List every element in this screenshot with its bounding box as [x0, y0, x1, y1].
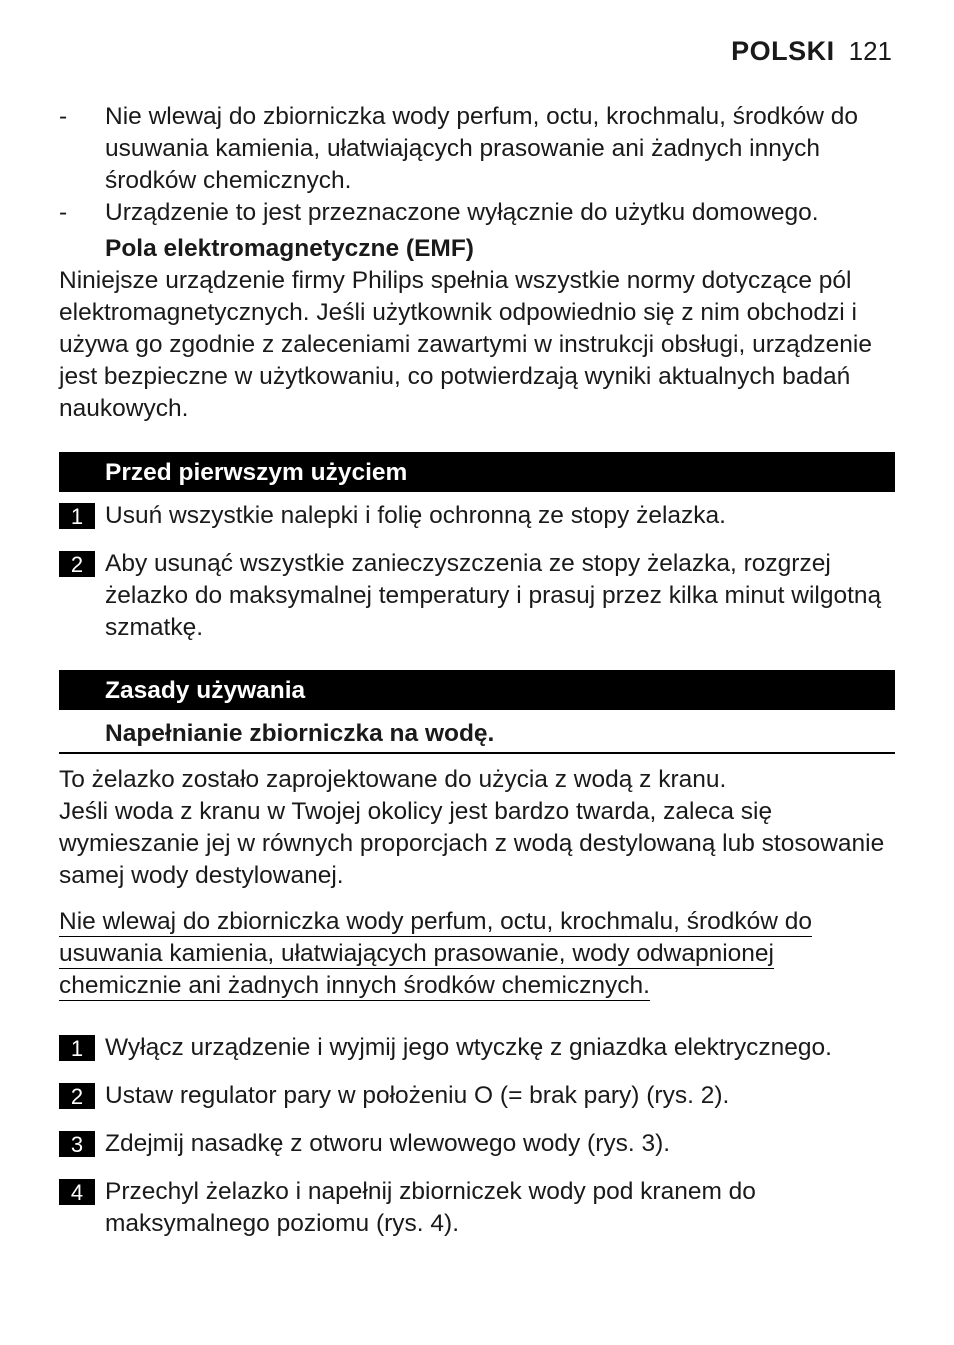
list-item: - Urządzenie to jest przeznaczone wyłącznie do użytku domowego.	[59, 199, 819, 226]
warning-list	[59, 101, 895, 229]
step-text: Ustaw regulator pary w położeniu O (= brak pary) (rys. 2).	[105, 1082, 730, 1109]
emf-heading: Pola elektromagnetyczne (EMF)	[105, 235, 474, 262]
step-number: 1	[59, 1035, 95, 1061]
warning-line: chemicznie ani żadnych innych środków chemicznych.	[59, 972, 650, 999]
step-text: Zdejmij nasadkę z otworu wlewowego wody (rys. 3).	[105, 1130, 671, 1157]
page-number: 121	[848, 36, 892, 66]
warning-line: usuwania kamienia, ułatwiających prasowanie, wody odwapnionej	[59, 940, 774, 967]
page-header	[731, 36, 892, 67]
section-bar-usage: Zasady używania	[59, 670, 895, 710]
before-first-use-steps	[59, 500, 895, 644]
step-text: Usuń wszystkie nalepki i folię ochronną ze stopy żelazka.	[105, 502, 726, 529]
chemical-warning	[59, 906, 895, 1002]
step-item	[59, 1128, 895, 1160]
step-item	[59, 548, 895, 644]
list-item: - Nie wlewaj do zbiorniczka wody perfum, octu, krochmalu, środków do usuwania kamienia, ułatwiających prasowanie ani żadnych innych środków chemicznych.	[59, 103, 859, 194]
step-number: 3	[59, 1131, 95, 1157]
step-number: 2	[59, 1083, 95, 1109]
usage-steps	[59, 1032, 895, 1240]
fill-tank-heading: Napełnianie zbiorniczka na wodę.	[59, 718, 895, 754]
step-text: Aby usunąć wszystkie zanieczyszczenia ze stopy żelazka, rozgrzej żelazko do maksymalnej temperatury i prasuj przez kilka minut wilgotną szmatkę.	[105, 550, 882, 641]
step-number: 1	[59, 503, 95, 529]
step-item	[59, 1032, 895, 1064]
language-label: POLSKI	[731, 36, 835, 66]
step-text: Wyłącz urządzenie i wyjmij jego wtyczkę z gniazdka elektrycznego.	[105, 1034, 832, 1061]
step-text: Przechyl żelazko i napełnij zbiorniczek wody pod kranem do maksymalnego poziomu (rys. 4).	[105, 1178, 756, 1237]
step-item	[59, 1080, 895, 1112]
section-bar-before-first-use: Przed pierwszym użyciem	[59, 452, 895, 492]
step-number: 4	[59, 1179, 95, 1205]
step-item	[59, 500, 895, 532]
step-number: 2	[59, 551, 95, 577]
emf-paragraph: Niniejsze urządzenie firmy Philips spełnia wszystkie normy dotyczące pól elektromagnetycznych. Jeśli użytkownik odpowiednio się z nim obchodzi i używa go zgodnie z zaleceniami zawartymi w instrukcji obsługi, urządzenie jest bezpieczne w użytkowaniu, co potwierdzają wyniki aktualnych badań naukowych.	[59, 267, 872, 422]
usage-paragraph-1: To żelazko zostało zaprojektowane do użycia z wodą z kranu.	[59, 766, 727, 793]
page-content	[59, 101, 895, 1240]
warning-line: Nie wlewaj do zbiorniczka wody perfum, octu, krochmalu, środków do	[59, 908, 813, 935]
step-item	[59, 1176, 895, 1240]
usage-paragraph-2: Jeśli woda z kranu w Twojej okolicy jest bardzo twarda, zaleca się wymieszanie jej w równych proporcjach z wodą destylowaną lub stosowanie samej wody destylowanej.	[59, 798, 885, 889]
